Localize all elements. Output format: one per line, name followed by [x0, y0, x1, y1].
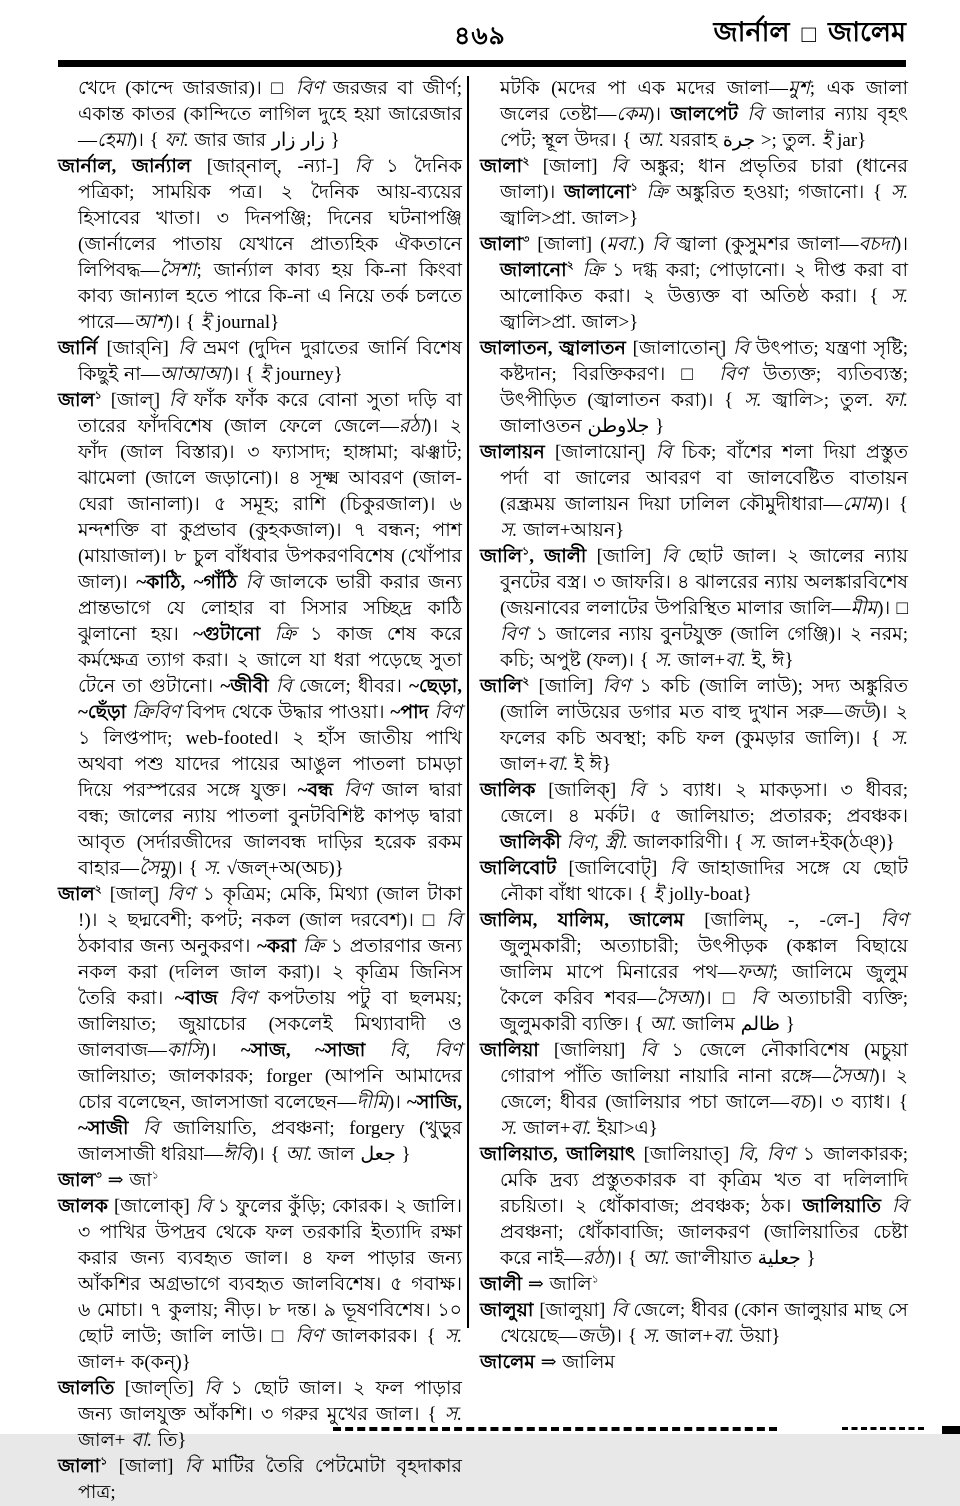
headword: জার্নাল, জার্ন্যাল [58, 156, 191, 177]
dictionary-entry: জালাতন, জ্বালাতন [জালাতোন্‌] বি উৎপাত; যন্ত্রণা সৃষ্টি; কষ্টদান; বিরক্তিকরণ। □ বিণ উত্যক্ত; ব্যতিব্যস্ত; উৎপীড়িত (জ্বালাতন করা)। { স. জ্বালি>; তুল. ফা. জালাওতন جلاوطن } [480, 338, 908, 437]
headword: জালী [480, 1274, 523, 1295]
headword: জালতি [58, 1378, 115, 1399]
text-columns [58, 76, 908, 1506]
guide-separator-square-icon: □ [801, 21, 817, 48]
page-bottom-scan-artifact [333, 1427, 777, 1431]
column-left [58, 76, 462, 1506]
dictionary-entry: জালায়ন [জালায়োন্‌] বি চিক; বাঁশের শলা দিয়া প্রস্তুত পর্দা বা জালের আবরণ বা জালবেষ্টিত বাতায়ন (রন্ধ্রময় জালায়ন দিয়া ঢালিল কৌমুদীধারা—মোম)। { স. জাল+আয়ন} [480, 442, 909, 541]
dictionary-entry: জালুয়া [জালুয়া] বি জেলে; ধীবর (কোন জালুয়ার মাছ সে খেয়েছে—জউ)। { স. জাল+বা. উয়া} [480, 1300, 908, 1347]
dictionary-entry: জালিবোট [জালিবোট্‌] বি জাহাজাদির সঙ্গে যে ছোট নৌকা বাঁধা থাকে। { ই jolly-boat} [480, 858, 908, 905]
headword: জালিবোট [480, 858, 557, 879]
dictionary-entry: জালেম ⇒ জালিম [480, 1352, 615, 1373]
headword: জালিয়াত, জালিয়াৎ [480, 1144, 636, 1165]
dictionary-entry: জালি$^১$, জালী [জালি] বি ছোট জাল। ২ জালের ন্যায় বুনটের বস্ত্র। ৩ জাফরি। ৪ ঝালরের ন্যায় অলঙ্কারবিশেষ (জয়নাবের ললাটের উপরিস্থিত মালার জালি—মীম)। □ বিণ ১ জালের ন্যায় বুনটযুক্ত (জালি গেঞ্জি)। ২ নরম; কচি; অপুষ্ট (ফল)। { স. জাল+বা. ই, ঈ} [480, 545, 908, 671]
headword: জালুয়া [480, 1300, 534, 1321]
headword: জালাতন, জ্বালাতন [480, 338, 626, 359]
headword: জালিম, যালিম, জালেম [480, 910, 685, 931]
guide-word-last: জালেম [828, 17, 906, 47]
headword: জালেম [480, 1352, 535, 1373]
headword: জাল$^১$ [58, 389, 102, 411]
dictionary-entry: জার্নি [জার্‌নি] বি ভ্রমণ (দুদিন দুরাতের জার্নি বিশেষ কিছুই না—আআআ)। { ই journey} [58, 338, 463, 385]
dictionary-entry: জালী ⇒ জালি$^১$ [480, 1273, 599, 1295]
page-number: ৪৬৯ [454, 23, 506, 50]
page-header [0, 10, 960, 58]
dictionary-entry: জালক [জালোক্‌] বি ১ ফুলের কুঁড়ি; কোরক। ২ জালি। ৩ পাখির উপদ্রব থেকে ফল তরকারি ইত্যাদি রক্ষা করার জন্য ব্যবহৃত জাল। ৪ ফল পাড়ার জন্য আঁকশির অগ্রভাগে ব্যবহৃত জালবিশেষ। ৫ গবাক্ষ। ৬ মোচা। ৭ কুলায়; নীড়। ৮ দন্ত। ৯ ভূষণবিশেষ। ১০ ছোট লাউ; জালি লাউ। □ বিণ জালকারক। { স. জাল+ ক(কন্‌)} [58, 1196, 463, 1373]
dictionary-entry: জাল$^১$ [জাল্‌] বি ফাঁক ফাঁক করে বোনা সুতা দড়ি বা তারের ফাঁদবিশেষ (জাল ফেলে জেলে—রঠা)। ২ ফাঁদ (জাল বিস্তার)। ৩ ফ্যাসাদ; হাঙ্গামা; ঝঞ্ঝাট; ঝামেলা (জালে জড়ানো)। ৪ সূক্ষ্ম আবরণ (জাল-ঘেরা জানালা)। ৫ সমূহ; রাশি (চিকুরজাল)। ৬ মন্দশক্তি বা কুপ্রভাব (কুহকজাল)। ৭ বন্ধন; পাশ (মায়াজাল)। ৮ চুল বাঁধবার উপকরণবিশেষ (খোঁপার জাল)। ~কাঠি, ~গাঁঠি বি জালকে ভারী করার জন্য প্রান্তভাগে যে লোহার বা সিসার সচ্ছিদ্র কাঠি ঝুলানো হয়। ~গুটানো ক্রি ১ কাজ শেষ করে কর্মক্ষেত্র ত্যাগ করা। ২ জালে যা ধরা পড়েছে সুতা টেনে তা গুটানো। ~জীবী বি জেলে; ধীবর। ~ছেড়া, ~ছেঁড়া ক্রিবিণ বিপদ থেকে উদ্ধার পাওয়া। ~পাদ বিণ ১ লিপ্তপাদ; web-footed। ২ হাঁস জাতীয় পাখি অথবা পশু যাদের পায়ের আঙুল পাতলা চামড়া দিয়ে পরস্পরের সঙ্গে যুক্ত। ~বন্ধ বিণ জাল দ্বারা বন্ধ; জালের ন্যায় পাতলা বুনটবিশিষ্ট কাপড় দ্বারা আবৃত (সর্দারজীদের জালবন্ধ দাড়ির হরেক রকম বাহার—সৈমু)। { স. √জল্‌+অ(অচ)} [58, 389, 463, 879]
headword: জালিয়া [480, 1040, 539, 1061]
dictionary-entry: জালি$^২$ [জালি] বিণ ১ কচি (জালি লাউ); সদ্য অঙ্কুরিত (জালি লাউয়ের ডগার মত বাহু দুখান সরু—জউ)। ২ ফলের কচি অবস্থা; কচি ফল (কুমড়ার জালি)। { স. জাল+বা. ই ঈ} [480, 675, 908, 775]
dictionary-entry: জালতি [জাল্‌তি] বি ১ ছোট জাল। ২ ফল পাড়ার জন্য জালযুক্ত আঁকশি। ৩ গরুর মুখের জাল। { স. জাল+ বা. তি} [58, 1378, 463, 1451]
headword: জালিক [480, 780, 536, 801]
headword: জালা$^২$ [480, 155, 530, 177]
dictionary-entry: জাল$^৩$ ⇒ জা$^১$ [58, 1169, 159, 1191]
headword: জালায়ন [480, 442, 545, 463]
guide-word-first: জার্নাল [713, 17, 790, 47]
dictionary-entry: জালিয়া [জালিয়া] বি ১ জেলে নৌকাবিশেষ (মচুয়া গোরাপ পাঁতি জালিয়া নায়ারি নানা রঙ্গে—সৈআ)। ২ জেলে; ধীবর (জালিয়ার পচা জালে—বচ)। ৩ ব্যাধ। { স. জাল+বা. ইয়া>এ} [480, 1040, 909, 1139]
headword: জালি$^২$ [480, 675, 530, 697]
headword: জাল$^৩$ [58, 1169, 102, 1191]
corner-scan-mark [942, 1426, 960, 1434]
header-rule [58, 60, 906, 66]
entry-continuation: খেদে (কান্দে জারজার)। □ বিণ জরজর বা জীর্ণ; একান্ত কাতর (কান্দিতে লাগিল দুহে হয়া জারেজার—হেমা)। { ফা. জার জার زار زار } [78, 78, 463, 151]
headword: জালক [58, 1196, 108, 1217]
dictionary-entry: জালা$^১$ [জালা] বি মাটির তৈরি পেটমোটা বৃহদাকার পাত্র; [58, 1455, 462, 1503]
dictionary-entry: জালিক [জালিক্‌] বি ১ ব্যাধ। ২ মাকড়সা। ৩ ধীবর; জেলে। ৪ মর্কট। ৫ জালিয়াত; প্রতারক; প্রবঞ্চক। জালিকী বিণ, স্ত্রী. জালকারিণী। { স. জাল+ইক(ঠঞ্‌)} [480, 780, 908, 853]
column-right [469, 76, 908, 1506]
entry-continuation: মটকি (মদের পা এক মদের জালা—মুশ; এক জালা জলের তেষ্টা—কেম)। জালপেট বি জালার ন্যায় বৃহৎ পেট; স্থূল উদর। { আ. যররাহ جرة >; তুল. ই jar} [500, 78, 909, 151]
dictionary-entry: জার্নাল, জার্ন্যাল [জার্‌নাল্‌, -ন্যা-] বি ১ দৈনিক পত্রিকা; সাময়িক পত্র। ২ দৈনিক আয়-ব্যয়ের হিসাবের খাতা। ৩ দিনপঞ্জি; দিনের ঘটনাপঞ্জি (জার্নালের পাতায় যেখানে প্রাত্যহিক ঐকতানে লিপিবদ্ধ—সৈশা; জার্ন্যাল কাব্য হয় কি-না কিংবা কাব্য জান্যাল হতে পারে কি-না এ নিয়ে তর্ক চলতে পারে—আশ)। { ই journal} [58, 156, 462, 333]
guide-words [713, 12, 906, 57]
headword: জালি$^১$, জালী [480, 545, 587, 567]
headword: জালা$^১$ [58, 1455, 108, 1477]
dictionary-entry: জালা$^৩$ [জালা] (মবা.) বি জ্বালা (কুসুমশর জালা—বচদা)। জালানো$^২$ ক্রি ১ দগ্ধ করা; পোড়ানো। ২ দীপ্ত করা বা আলোকিত করা। ২ উত্ত্যক্ত বা অতিষ্ঠ করা। { স. জ্বালি>প্রা. জাল>} [480, 233, 909, 333]
headword: জাল$^২$ [58, 883, 102, 905]
page-bottom-scan-artifact-right [842, 1427, 924, 1430]
headword: জার্নি [58, 338, 98, 359]
dictionary-entry: জালা$^২$ [জালা] বি অঙ্কুর; ধান প্রভৃতির চারা (ধানের জালা)। জালানো$^১$ ক্রি অঙ্কুরিত হওয়া; গজানো। { স. জ্বালি>প্রা. জাল>} [480, 155, 908, 229]
dictionary-entry: জাল$^২$ [জাল্‌] বিণ ১ কৃত্রিম; মেকি, মিথ্যা (জাল টাকা !)। ২ ছদ্মবেশী; কপট; নকল (জাল দরবেশ)। □ বি ঠকাবার জন্য অনুকরণ। ~করা ক্রি ১ প্রতারণার জন্য নকল করা (দলিল জাল করা)। ২ কৃত্রিম জিনিস তৈরি করা। ~বাজ বিণ কপটতায় পটু বা ছলময়; জালিয়াত; জুয়াচোর (সকলেই মিথ্যাবাদী ও জালবাজ—কাসি)। ~সাজ, ~সাজা বি, বিণ জালিয়াত; জালকারক; forger (আপনি আমাদের চোর বলেছেন, জালসাজা বলেছেন—দীমি)। ~সাজি, ~সাজী বি জালিয়াতি, প্রবঞ্চনা; forgery (খুড়ুর জালসাজী ধরিয়া—ঈবি)। { আ. জাল جعل } [58, 883, 463, 1165]
dictionary-entry: জালিম, যালিম, জালেম [জালিম্‌, -, -লে-] বিণ জুলুমকারী; অত্যাচারী; উৎপীড়ক (কঙ্কাল বিছায়ে জালিম মাপে মিনারের পথ—ফআ; জালিমে জুলুম কৈলে করিব শবর—সৈআ)। □ বি অত্যাচারী ব্যক্তি; জুলুমকারী ব্যক্তি। { আ. জালিম ظالم } [480, 910, 909, 1035]
dictionary-entry: জালিয়াত, জালিয়াৎ [জালিয়াত্‌] বি, বিণ ১ জালকারক; মেকি দ্রব্য প্রস্তুতকারক বা কৃত্রিম খত বা দলিলাদি রচয়িতা। ২ ধোঁকাবাজ; প্রবঞ্চক; ঠক। জালিয়াতি বি প্রবঞ্চনা; ধোঁকাবাজি; জালকরণ (জালিয়াতির চেষ্টা করে নাই—রঠা)। { আ. জা'লীয়াত جعلية } [480, 1144, 909, 1269]
headword: জালা$^৩$ [480, 233, 530, 255]
